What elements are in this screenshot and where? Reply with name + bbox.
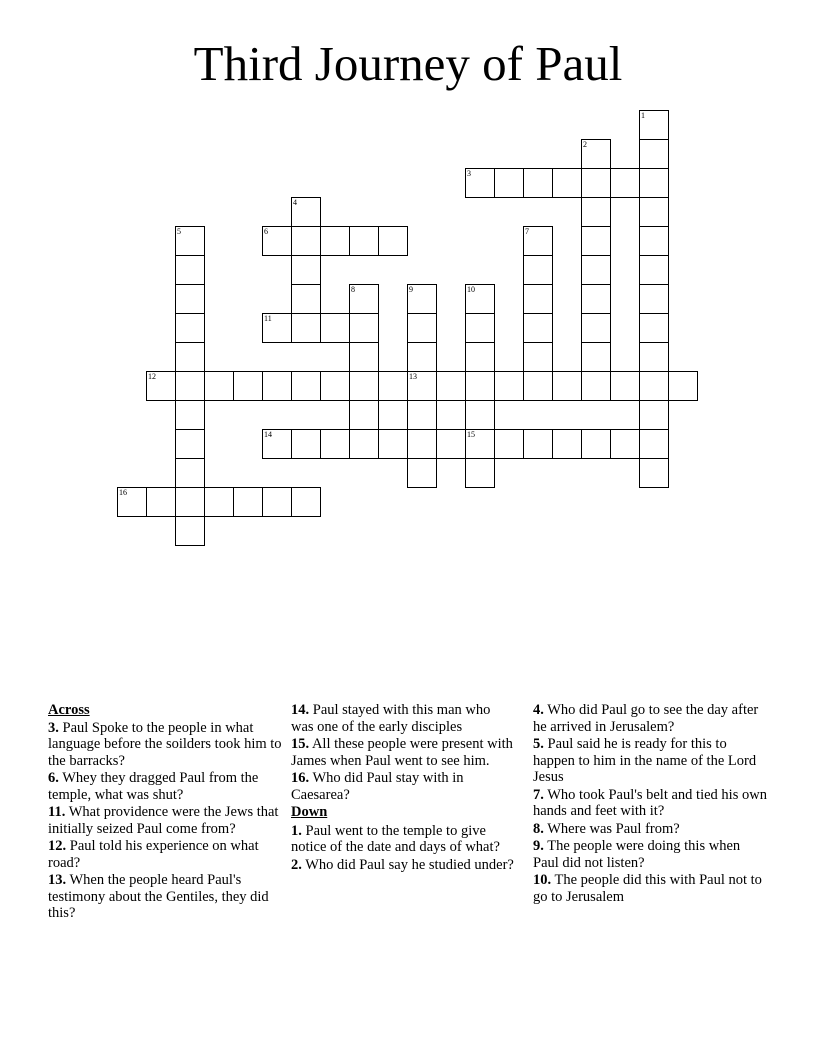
clue-text: When the people heard Paul's testimony about the Gentiles, they did this?: [48, 872, 269, 921]
clue-text: Who did Paul say he studied under?: [305, 856, 514, 873]
down-clue-9: [533, 838, 769, 871]
across-clue-14: [291, 702, 516, 735]
clue-number: 11.: [48, 804, 66, 820]
clue-number: 9.: [533, 838, 544, 854]
down-clue-4: [533, 702, 769, 735]
grid-cell: [581, 284, 611, 314]
grid-cell: [523, 226, 553, 256]
grid-cell: [523, 429, 553, 459]
clue-text: Paul said he is ready for this to happen to him in the name of the Lord Jesus: [533, 736, 757, 785]
grid-cell: [552, 429, 582, 459]
grid-cell: [465, 168, 495, 198]
grid-cell: [320, 313, 350, 343]
grid-cell: [378, 226, 408, 256]
clue-text: Paul told his experience on what road?: [48, 838, 259, 871]
cell-number: 4: [293, 198, 297, 207]
grid-cell: [639, 458, 669, 488]
down-clue-8: [533, 821, 769, 838]
cell-number: 10: [467, 285, 475, 294]
down-clue-5: [533, 736, 769, 786]
clue-column-3: [533, 702, 769, 906]
clue-text: The people were doing this when Paul did not listen?: [533, 838, 741, 871]
across-clue-16: [291, 770, 516, 803]
cell-number: 6: [264, 227, 268, 236]
clue-number: 6.: [48, 770, 59, 786]
down-clue-7: [533, 787, 769, 820]
grid-cell: [523, 342, 553, 372]
grid-cell: [407, 284, 437, 314]
cell-number: 16: [119, 488, 127, 497]
grid-cell: [407, 342, 437, 372]
grid-cell: [668, 371, 698, 401]
grid-cell: [639, 168, 669, 198]
grid-cell: [320, 226, 350, 256]
clue-number: 7.: [533, 786, 544, 803]
clue-text: Whey they dragged Paul from the temple, what was shut?: [48, 770, 259, 803]
grid-cell: [552, 371, 582, 401]
cell-number: 9: [409, 285, 413, 294]
grid-cell: [581, 371, 611, 401]
grid-cell: [349, 313, 379, 343]
grid-cell: [610, 371, 640, 401]
grid-cell: [465, 313, 495, 343]
grid-cell: [349, 226, 379, 256]
grid-cell: [175, 255, 205, 285]
grid-cell: [291, 429, 321, 459]
grid-cell: [465, 458, 495, 488]
grid-cell: [494, 429, 524, 459]
grid-cell: [407, 458, 437, 488]
grid-cell: [349, 284, 379, 314]
grid-cell: [581, 168, 611, 198]
grid-cell: [262, 487, 292, 517]
grid-cell: [349, 400, 379, 430]
grid-cell: [349, 342, 379, 372]
clue-number: 12.: [48, 838, 67, 854]
clue-column-2: [291, 702, 516, 874]
grid-cell: [175, 458, 205, 488]
grid-cell: [639, 139, 669, 169]
grid-cell: [349, 429, 379, 459]
down-heading: Down: [291, 804, 328, 820]
grid-cell: [204, 371, 234, 401]
grid-cell: [465, 400, 495, 430]
down-clue-1: [291, 823, 516, 856]
grid-cell: [407, 400, 437, 430]
across-clue-13: [48, 872, 284, 922]
grid-cell: [639, 284, 669, 314]
cell-number: 13: [409, 372, 417, 381]
clue-text: What providence were the Jews that initially seized Paul come from?: [48, 804, 279, 837]
cell-number: 2: [583, 140, 587, 149]
grid-cell: [465, 429, 495, 459]
clue-number: 10.: [533, 872, 552, 888]
grid-cell: [523, 255, 553, 285]
across-clue-3: [48, 720, 284, 770]
grid-cell: [175, 371, 205, 401]
grid-cell: [320, 371, 350, 401]
cell-number: 3: [467, 169, 471, 178]
clue-text: Paul stayed with this man who was one of the early disciples: [291, 702, 491, 735]
clue-number: 4.: [533, 702, 544, 718]
grid-cell: [494, 371, 524, 401]
page-title: Third Journey of Paul: [193, 36, 623, 91]
grid-cell: [639, 342, 669, 372]
grid-cell: [320, 429, 350, 459]
clue-number: 16.: [291, 770, 310, 786]
grid-cell: [291, 313, 321, 343]
grid-cell: [175, 516, 205, 546]
cell-number: 8: [351, 285, 355, 294]
down-clue-10: [533, 872, 769, 905]
grid-cell: [610, 168, 640, 198]
across-clue-6: [48, 770, 284, 803]
grid-cell: [291, 284, 321, 314]
grid-cell: [175, 284, 205, 314]
clue-number: 13.: [48, 872, 67, 888]
grid-cell: [407, 371, 437, 401]
clue-text: All these people were present with James when Paul went to see him.: [291, 736, 513, 769]
across-heading: Across: [48, 702, 90, 718]
clue-number: 14.: [291, 702, 310, 718]
grid-cell: [581, 255, 611, 285]
grid-cell: [291, 226, 321, 256]
grid-cell: [233, 487, 263, 517]
grid-cell: [465, 371, 495, 401]
grid-cell: [581, 139, 611, 169]
clue-text: Who did Paul stay with in Caesarea?: [291, 770, 464, 803]
grid-cell: [523, 313, 553, 343]
clue-text: Paul Spoke to the people in what language before the soilders took him to the barracks?: [48, 719, 282, 769]
grid-cell: [639, 255, 669, 285]
grid-cell: [146, 371, 176, 401]
clue-column-1: [48, 702, 284, 923]
grid-cell: [523, 371, 553, 401]
grid-cell: [291, 487, 321, 517]
clue-text: Paul went to the temple to give notice of the date and days of what?: [291, 822, 500, 855]
grid-cell: [639, 110, 669, 140]
grid-cell: [465, 284, 495, 314]
clue-number: 1.: [291, 822, 302, 839]
grid-cell: [175, 313, 205, 343]
grid-cell: [291, 255, 321, 285]
grid-cell: [494, 168, 524, 198]
grid-cell: [581, 197, 611, 227]
grid-cell: [262, 429, 292, 459]
across-clue-15: [291, 736, 516, 769]
grid-cell: [581, 313, 611, 343]
grid-cell: [639, 429, 669, 459]
grid-cell: [291, 371, 321, 401]
grid-cell: [639, 400, 669, 430]
cell-number: 12: [148, 372, 156, 381]
grid-cell: [639, 313, 669, 343]
grid-cell: [639, 226, 669, 256]
grid-cell: [175, 400, 205, 430]
clue-number: 8.: [533, 820, 544, 837]
grid-cell: [146, 487, 176, 517]
grid-cell: [175, 226, 205, 256]
grid-cell: [581, 429, 611, 459]
grid-cell: [639, 197, 669, 227]
grid-cell: [465, 342, 495, 372]
clue-number: 15.: [291, 736, 310, 752]
grid-cell: [117, 487, 147, 517]
grid-cell: [262, 226, 292, 256]
across-clue-12: [48, 838, 284, 871]
grid-cell: [349, 371, 379, 401]
grid-cell: [523, 284, 553, 314]
across-clue-11: [48, 804, 284, 837]
grid-cell: [581, 342, 611, 372]
grid-cell: [523, 168, 553, 198]
grid-cell: [407, 429, 437, 459]
grid-cell: [407, 313, 437, 343]
grid-cell: [436, 371, 466, 401]
grid-cell: [291, 197, 321, 227]
clue-text: The people did this with Paul not to go to Jerusalem: [533, 872, 762, 905]
down-clue-2: [291, 857, 516, 874]
grid-cell: [175, 342, 205, 372]
clue-number: 3.: [48, 719, 59, 736]
grid-cell: [233, 371, 263, 401]
grid-cell: [436, 429, 466, 459]
clue-text: Who did Paul go to see the day after he arrived in Jerusalem?: [533, 702, 759, 735]
cell-number: 14: [264, 430, 272, 439]
grid-cell: [378, 429, 408, 459]
clue-number: 5.: [533, 736, 544, 752]
grid-cell: [552, 168, 582, 198]
cell-number: 15: [467, 430, 475, 439]
grid-cell: [204, 487, 234, 517]
clue-number: 2.: [291, 856, 302, 873]
grid-cell: [639, 371, 669, 401]
clue-text: Where was Paul from?: [547, 820, 680, 837]
cell-number: 1: [641, 111, 645, 120]
grid-cell: [175, 487, 205, 517]
cell-number: 11: [264, 314, 272, 323]
grid-cell: [175, 429, 205, 459]
grid-cell: [581, 226, 611, 256]
cell-number: 7: [525, 227, 529, 236]
clue-text: Who took Paul's belt and tied his own hands and feet with it?: [533, 786, 767, 819]
grid-cell: [610, 429, 640, 459]
grid-cell: [378, 371, 408, 401]
cell-number: 5: [177, 227, 181, 236]
grid-cell: [262, 313, 292, 343]
grid-cell: [262, 371, 292, 401]
